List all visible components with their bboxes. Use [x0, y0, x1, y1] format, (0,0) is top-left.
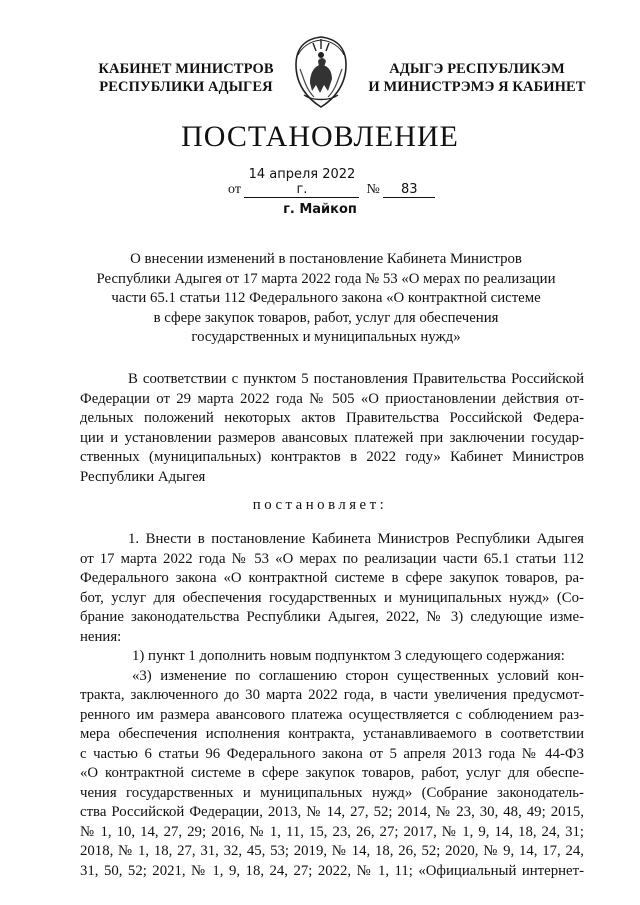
quote-line: № 1, 10, 14, 27, 29; 2016, № 1, 11, 15, 23, 26, 27; 2017, № 1, 9, 14, 18, 24, 31; — [80, 823, 584, 840]
issuer-line: КАБИНЕТ МИНИСТРОВ — [98, 61, 274, 77]
quote-line: чения государственных и муниципальных нужд» (Собрание законодатель- — [80, 784, 584, 801]
date-line — [228, 167, 435, 198]
resolves-heading: постановляет: — [252, 497, 388, 513]
subject-line: части 65.1 статьи 112 Федерального закона «О контрактной системе — [111, 290, 541, 306]
subject-line: в сфере закупок товаров, работ, услуг для обеспечения — [153, 309, 499, 326]
quote-line: «О контрактной системе в сфере закупок товаров, работ, услуг для обеспе- — [80, 765, 584, 781]
preamble-paragraph — [80, 370, 584, 487]
text-line: ции и установлении размеров авансовых платежей при заключении государ- — [80, 429, 584, 446]
issuer-line: РЕСПУБЛИКИ АДЫГЕЯ — [99, 79, 273, 95]
quote-line: ства Российской Федерации, 2013, № 14, 27, 52; 2014, № 23, 30, 48, 49; 2015, — [80, 804, 584, 820]
quote-line: ренного им размера авансового платежа осуществляется с соблюдением раз- — [80, 706, 584, 723]
from-label: от — [228, 182, 241, 197]
text-line: брание законодательства Республики Адыгея, 2022, № 3) следующие изме- — [80, 609, 584, 625]
subject-line: Республики Адыгея от 17 марта 2022 года № 53 «О мерах по реализации — [96, 270, 556, 287]
issuer-name-adyghe — [368, 60, 586, 96]
city-name: г. Майкоп — [283, 202, 357, 217]
text-line: Федерации от 29 марта 2022 года № 505 «О приостановлении действия от- — [80, 390, 584, 407]
document-subject — [80, 250, 572, 348]
text-line: от 17 марта 2022 года № 53 «О мерах по реализации части 65.1 статьи 112 — [80, 550, 584, 567]
subitem-line: 1) пункт 1 дополнить новым подпунктом 3 следующего содержания: — [132, 648, 565, 664]
issuer-name-russian — [97, 60, 275, 96]
quote-line: 31, 50, 52; 2021, № 1, 9, 18, 24, 27; 2022, № 1, 11; «Официальный интернет- — [80, 862, 584, 879]
item-1-paragraph — [80, 530, 584, 881]
quote-line: 2018, № 1, 18, 27, 31, 32, 45, 53; 2019, № 14, 18, 26, 52; 2020, № 9, 14, 17, 24, — [80, 843, 584, 859]
text-line: дельных положений некоторых актов Правительства Российской Федера- — [80, 410, 584, 426]
number-label: № — [366, 182, 380, 197]
text-line: бот, услуг для обеспечения государственных и муниципальных нужд» (Со- — [80, 589, 584, 606]
issuer-line: И МИНИСТРЭМЭ Я КАБИНЕТ — [368, 79, 586, 95]
quote-line: с частью 6 статьи 96 Федерального закона от 5 апреля 2013 года № 44-ФЗ — [80, 745, 584, 762]
document-title: ПОСТАНОВЛЕНИЕ — [181, 120, 459, 153]
text-line: ственных (муниципальных) контрактов в 2022 году» Кабинет Министров — [80, 449, 584, 465]
document-number: 83 — [383, 182, 435, 198]
quote-line: тракта, заключенного до 30 марта 2022 года, в части увеличения предусмот- — [80, 687, 584, 703]
quote-line: мера обеспечения исполнения контракта, устанавливаемого в соответствии — [80, 726, 584, 742]
text-line: В соответствии с пунктом 5 постановления Правительства Российской — [128, 371, 584, 387]
text-line: Федерального закона «О контрактной системе в сфере закупок товаров, ра- — [80, 570, 584, 586]
issuer-line: АДЫГЭ РЕСПУБЛИКЭМ — [389, 61, 565, 77]
text-line: нения: — [80, 628, 122, 645]
republic-emblem-icon — [290, 35, 352, 109]
subject-line: государственных и муниципальных нужд» — [191, 329, 461, 345]
text-line: Республики Адыгея — [80, 468, 206, 485]
text-line: 1. Внести в постановление Кабинета Министров Республики Адыгея — [128, 531, 584, 547]
quote-line: «3) изменение по соглашению сторон существенных условий кон- — [132, 667, 584, 684]
document-date: 14 апреля 2022 г. — [244, 167, 359, 198]
subject-line: О внесении изменений в постановление Кабинета Министров — [130, 251, 522, 267]
